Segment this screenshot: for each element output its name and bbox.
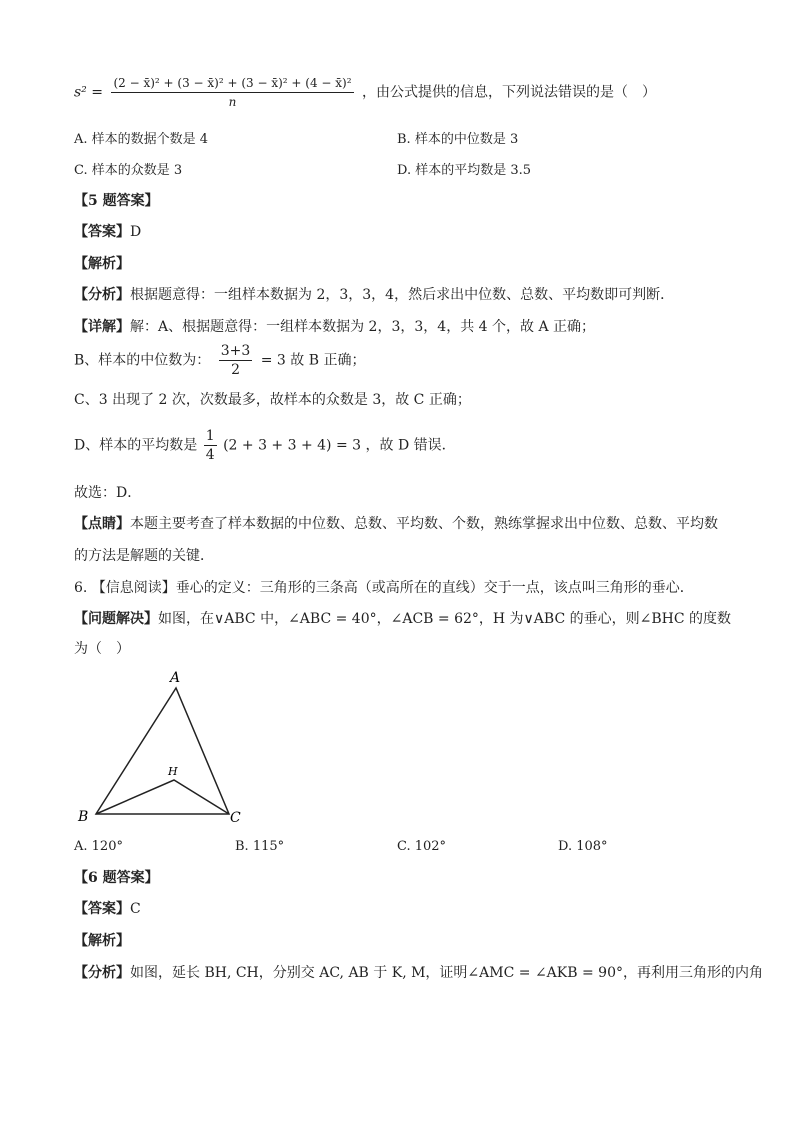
q6-answer-header: 【6 题答案】: [74, 870, 159, 886]
q5-answer-value: D: [130, 224, 142, 240]
q6-problem-label: 【问题解决】: [74, 611, 158, 627]
orthocenter-segments: [96, 780, 229, 814]
q6-line3: 为（ ）: [74, 641, 130, 657]
q5-xiangjie-line: [74, 317, 595, 337]
q5-line-c: C、3 出现了 2 次，次数最多，故样本的众数是 3，故 C 正确；: [74, 392, 471, 408]
q6-option-d: D. 108°: [558, 839, 608, 854]
q5-dianjing-line2: 的方法是解题的关键．: [74, 548, 214, 564]
q6-analysis-header: 【解析】: [74, 933, 130, 949]
q5-stem: ，由公式提供的信息，下列说法错误的是（ ）: [361, 84, 656, 101]
q5-line-b: [74, 342, 365, 379]
variance-denominator: n: [228, 95, 237, 109]
vertex-label-a: A: [170, 670, 181, 686]
mean-fraction: [204, 427, 217, 464]
median-denominator: 2: [231, 362, 240, 378]
q5-choose: 故选：D．: [74, 485, 142, 501]
q5-line-b-suffix: = 3 故 B 正确；: [260, 352, 366, 369]
variance-numerator: (2 − x̄)² + (3 − x̄)² + (3 − x̄)² + (4 − x̄)²: [111, 74, 353, 93]
mean-denominator: 4: [205, 447, 215, 463]
q5-line-d: [74, 427, 456, 464]
mean-numerator: 1: [205, 428, 215, 444]
q6-option-c: C. 102°: [397, 839, 447, 854]
q5-option-a: A. 样本的数据个数是 4: [74, 132, 209, 147]
q5-fenxi-line: [74, 285, 674, 305]
q5-option-c: C. 样本的众数是 3: [74, 163, 183, 178]
q6-problem-text: 如图，在∨ABC 中，∠ABC = 40°，∠ACB = 62°，H 为∨ABC 的垂心，则∠BHC 的度数: [158, 611, 732, 627]
q6-fenxi-label: 【分析】: [74, 965, 130, 981]
q5-xiangjie-label: 【详解】: [74, 319, 130, 335]
q5-formula-line: [74, 74, 656, 111]
q5-fenxi-label: 【分析】: [74, 287, 130, 303]
q5-line-d-suffix: (2 + 3 + 3 + 4) = 3 ，故 D 错误．: [223, 437, 456, 454]
q6-answer-label: 【答案】: [74, 901, 130, 917]
q5-dianjing-text1: 本题主要考查了样本数据的中位数、总数、平均数、个数，熟练掌握求出中位数、总数、平均数: [130, 516, 718, 532]
q5-option-b: B. 样本的中位数是 3: [397, 132, 519, 147]
q5-line-d-prefix: D、样本的平均数是: [74, 437, 198, 454]
vertex-label-b: B: [78, 809, 89, 825]
q6-answer-line: [74, 899, 141, 919]
q5-option-d: D. 样本的平均数是 3.5: [397, 163, 532, 178]
variance-fraction: [111, 74, 353, 111]
median-fraction: [219, 342, 253, 379]
q5-xiangjie-text: 解：A、根据题意得：一组样本数据为 2，3，3，4，共 4 个，故 A 正确；: [130, 319, 596, 335]
q6-fenxi-text: 如图，延长 BH, CH，分别交 AC, AB 于 K, M，证明∠AMC = ∠AKB = 90°，再利用三角形的内角: [130, 965, 763, 981]
q6-option-a: A. 120°: [74, 839, 123, 854]
q5-line-b-prefix: B、样本的中位数为：: [74, 352, 211, 369]
variance-lhs: s² =: [74, 84, 103, 101]
median-numerator: 3+3: [220, 343, 251, 359]
vertex-label-c: C: [230, 810, 241, 826]
triangle-abc: [96, 688, 229, 814]
q6-line2: [74, 609, 731, 629]
q5-answer-label: 【答案】: [74, 224, 130, 240]
q5-dianjing-line1: [74, 514, 718, 534]
q5-answer-line: [74, 222, 141, 242]
triangle-figure: [70, 668, 270, 828]
q5-dianjing-label: 【点睛】: [74, 516, 130, 532]
q5-analysis-header: 【解析】: [74, 256, 130, 272]
q5-fenxi-text: 根据题意得：一组样本数据为 2，3，3，4，然后求出中位数、总数、平均数即可判断．: [130, 287, 675, 303]
vertex-label-h: H: [168, 765, 178, 778]
q6-line1: 6. 【信息阅读】垂心的定义：三角形的三条高（或高所在的直线）交于一点，该点叫三角形的垂心．: [74, 580, 694, 596]
q6-option-b: B. 115°: [235, 839, 285, 854]
q5-answer-header: 【5 题答案】: [74, 193, 159, 209]
q6-fenxi-line: [74, 963, 763, 983]
q6-answer-value: C: [130, 901, 141, 917]
